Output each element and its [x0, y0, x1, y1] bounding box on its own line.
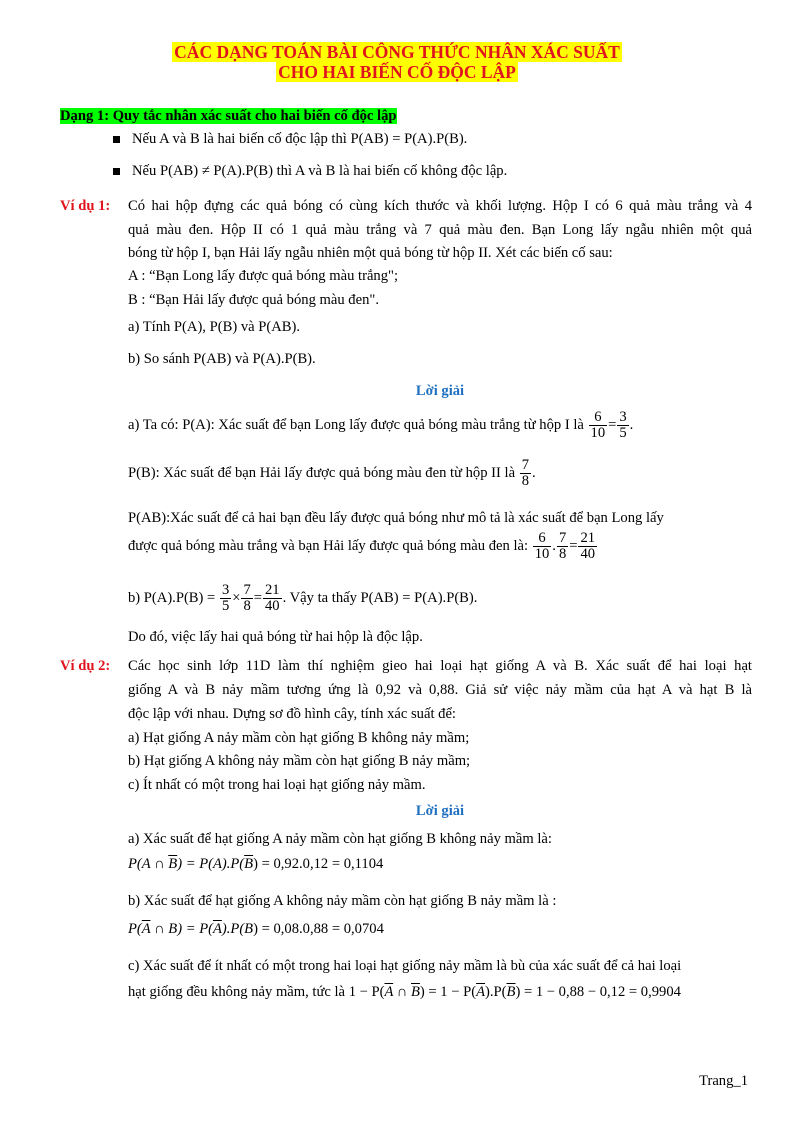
fraction-6-10: $\frac{6}{10}$ [590, 409, 606, 442]
page-title-line-2: CHO HAI BIẾN CỐ ĐỘC LẬP [278, 62, 516, 82]
example-1-solution-ab-line-2: được quả bóng màu trắng và bạn Hải lấy được quả bóng màu đen là: $\frac{6}{10}$ . $\frac{7}{8}$ = $\frac{21}{40}$ [128, 530, 596, 563]
page-number: Trang_1 [699, 1073, 748, 1089]
solution-heading-2: Lời giải [415, 803, 465, 819]
example-1-conclusion: Do đó, việc lấy hai quả bóng từ hai hộp là độc lập. [128, 629, 423, 645]
fraction-3-5: $\frac{3}{5}$ [619, 409, 627, 442]
example-2-text-line-1: Các học sinh lớp 11D làm thí nghiệm gieo hai loại hạt giống A và B. Xác suất để hai loại hạt [128, 658, 752, 674]
example-2-question-c: c) Ít nhất có một trong hai loại hạt giống nảy mầm. [128, 777, 426, 793]
rule-bullet-1: Nếu A và B là hai biến cố độc lập thì P(AB) = P(A).P(B). [113, 130, 467, 148]
example-1-text-line-2: quả màu đen. Hộp II có 1 quả màu trắng và 7 quả màu đen. Bạn Long lấy ngẫu nhiên một quả [128, 222, 752, 238]
example-2-label: Ví dụ 2: [60, 658, 111, 674]
example-1-text-line-1: Có hai hộp đựng các quả bóng có cùng kích thước và khối lượng. Hộp I có 6 quả màu trắng và 4 [128, 198, 752, 214]
example-1-question-a: a) Tính P(A), P(B) và P(AB). [128, 319, 301, 335]
section-heading-dang-1: Dạng 1: Quy tắc nhân xác suất cho hai biến cố độc lập [60, 108, 397, 124]
square-bullet-icon [113, 136, 120, 143]
square-bullet-icon [113, 168, 120, 175]
example-2-question-a: a) Hạt giống A nảy mầm còn hạt giống B không nảy mầm; [128, 730, 470, 746]
solution-heading-1: Lời giải [415, 383, 465, 399]
example-2-text-line-2: giống A và B nảy mầm tương ứng là 0,92 và 0,88. Giả sử việc nảy mầm của hạt A và hạt B là [128, 682, 752, 698]
example-2-solution-b-formula: $P(\overline{A}$ ∩ $B) = P(\overline{A}).P(B) = 0,08.0,88 = 0,0704$ [128, 921, 384, 937]
example-1-text-line-3: bóng từ hộp I, bạn Hải lấy ngẫu nhiên một quả bóng từ hộp II. Xét các biến cố sau: [128, 245, 613, 261]
example-2-solution-c-line-1: c) Xác suất để ít nhất có một trong hai loại hạt giống nảy mầm là bù của xác suất để cả hai loại [128, 958, 682, 974]
fraction-21-40: $\frac{21}{40}$ [580, 530, 596, 563]
example-1-solution-b: P(B): Xác suất để bạn Hải lấy được quả bóng màu đen từ hộp II là $\frac{7}{8}$ . [128, 457, 536, 490]
example-2-solution-a-text: a) Xác suất để hạt giống A nảy mầm còn hạt giống B không nảy mầm là: [128, 831, 552, 847]
example-2-text-line-3: độc lập với nhau. Dựng sơ đồ hình cây, tính xác suất để: [128, 706, 456, 722]
example-2-solution-a-formula: P(A ∩ $\overline{B}) = P(A).P(\overline{B}) = 0,92.0,12 = 0,1104$ [128, 856, 384, 872]
example-2-solution-b-text: b) Xác suất để hạt giống A không nảy mầm còn hạt giống B nảy mầm là : [128, 893, 557, 909]
example-1-solution-a: a) Ta có: P(A): Xác suất để bạn Long lấy được quả bóng màu trắng từ hộp I là $\frac{6}{10}$ = $\frac{3}{5}$ . [128, 409, 634, 442]
fraction-7-8: $\frac{7}{8}$ [521, 457, 530, 490]
example-1-label: Ví dụ 1: [60, 198, 111, 214]
rule-bullet-2: Nếu P(AB) ≠ P(A).P(B) thì A và B là hai biến cố không độc lập. [113, 162, 507, 180]
example-1-solution-ab-line-1: P(AB):Xác suất để cả hai bạn đều lấy được quả bóng như mô tả là xác suất để bạn Long lấy [128, 510, 664, 526]
page-title-line-1: CÁC DẠNG TOÁN BÀI CÔNG THỨC NHÂN XÁC SUẤT [174, 42, 620, 62]
example-1-solution-b2: b) P(A).P(B) = $\frac{3}{5}$ × $\frac{7}{8}$ = $\frac{21}{40}$ . Vậy ta thấy P(AB) = P(A).P(B). [128, 582, 478, 615]
example-1-question-b: b) So sánh P(AB) và P(A).P(B). [128, 351, 316, 367]
example-2-question-b: b) Hạt giống A không nảy mầm còn hạt giống B nảy mầm; [128, 753, 471, 769]
example-1-event-b: B : “Bạn Hải lấy được quả bóng màu đen". [128, 292, 379, 308]
example-1-event-a: A : “Bạn Long lấy được quả bóng màu trắng"; [128, 268, 399, 284]
example-2-solution-c-line-2: hạt giống đều không nảy mầm, tức là $1 - P(\overline{A}$ ∩ $\overline{B}) = 1 - P(\overline{A}).P(\overline{B}) = 1 - 0,88 - 0,12 = 0,9904$ [128, 984, 681, 1000]
